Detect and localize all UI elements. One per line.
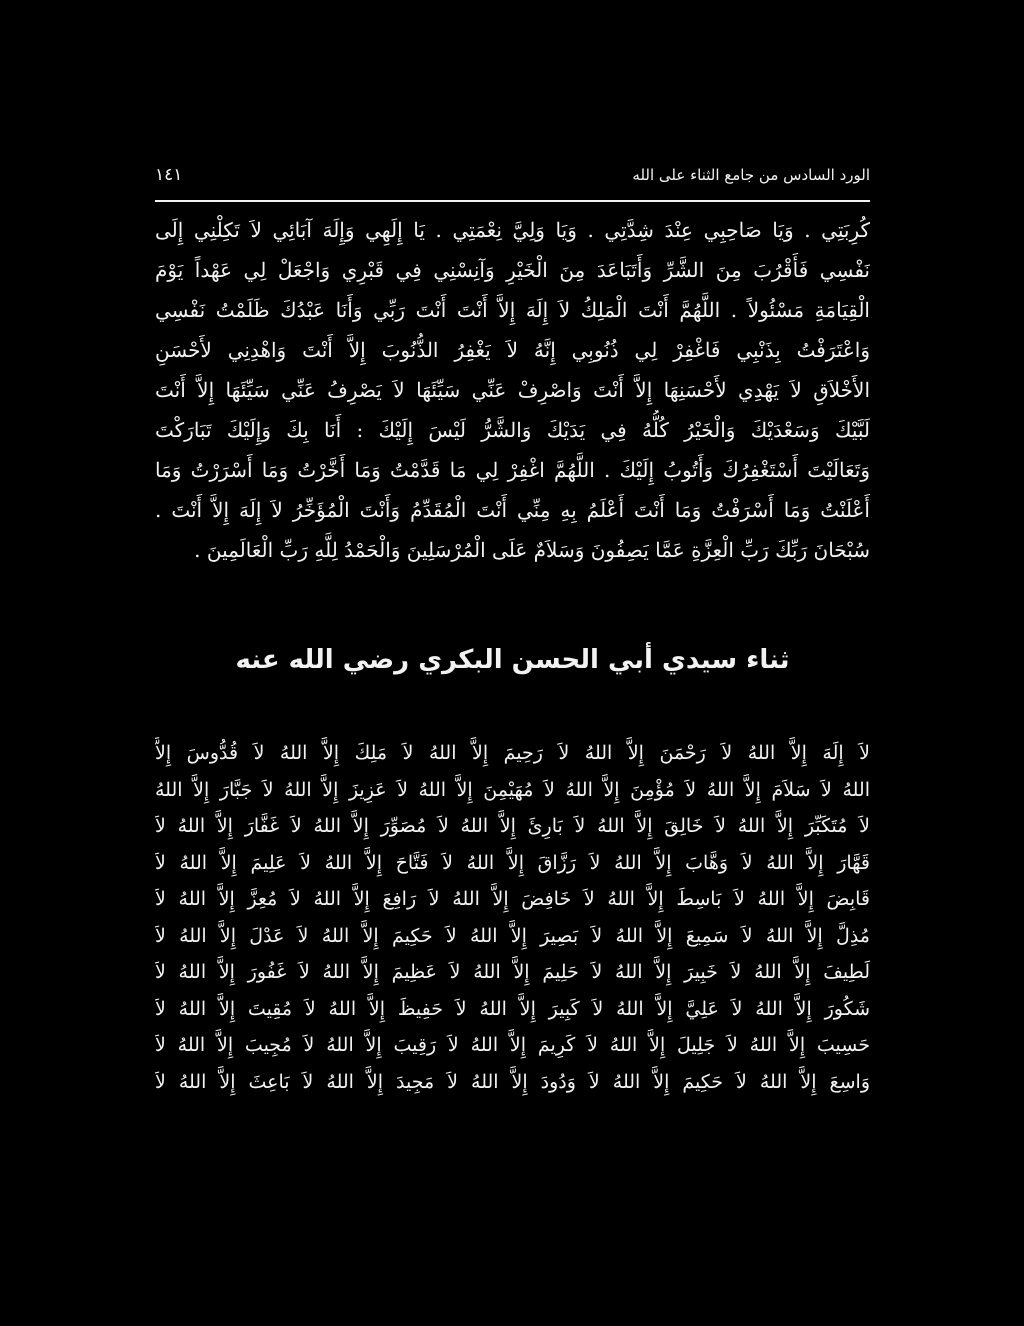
text-line: لَبَّيْكَ وَسَعْدَيْكَ وَالْخَيْرُ كُلُّهُ فِي يَدَيْكَ وَالشَّرُّ لَيْسَ إِلَيْكَ : أَنَا بِكَ وَإِلَيْكَ تَبَارَكْتَ <box>155 418 870 442</box>
text-line: وَاعْتَرَفْتُ بِذَنْبِي فَاغْفِرْ لِي ذُنُوبِي إِنَّهُ لاَ يَغْفِرُ الذُّنُوبَ إِلاَّ أَنْتَ وَاهْدِنِي لأَحْسَنِ <box>155 338 870 362</box>
litany-line: شَكُورَ إِلاَّ اللهُ لاَ عَلِيَّ إِلاَّ اللهُ لاَ كَبِيرَ إِلاَّ اللهُ لاَ حَفِيظَ إِلاَّ اللهُ لاَ مُقِيتَ إِلاَّ اللهُ لاَ <box>155 997 870 1020</box>
litany-line: قَهَّارَ إِلاَّ اللهُ لاَ وَهَّابَ إِلاَّ اللهُ لاَ رَزَّاقَ إِلاَّ اللهُ لاَ فَتَّاحَ إِلاَّ اللهُ لاَ عَلِيمَ إِلاَّ اللهُ لاَ <box>155 851 870 874</box>
text-line: وَتَعَالَيْتَ أَسْتَغْفِرُكَ وَأَتُوبُ إِلَيْكَ . اللَّهُمَّ اغْفِرْ لِي مَا قَدَّمْتُ وَمَا أَخَّرْتُ وَمَا أَسْرَرْتُ وَمَا <box>155 458 870 482</box>
text-line: نَفْسِي فَأَقْرُبَ مِنَ الشَّرِّ وَأَتَبَاعَدَ مِنَ الْخَيْرِ وَآنِسْنِي فِي قَبْرِي وَاجْعَلْ لِي عَهْداً يَوْمَ <box>155 258 870 282</box>
litany-line: لاَ مُتَكَبِّرَ إِلاَّ اللهُ لاَ خَالِقَ إِلاَّ اللهُ لاَ بَارِئَ إِلاَّ اللهُ لاَ مُصَوِّرَ إِلاَّ اللهُ لاَ غَفَّارَ إِلاَّ اللهُ لاَ <box>155 815 870 837</box>
page-number: ١٤١ <box>155 165 183 185</box>
book-page <box>155 150 870 1180</box>
section-heading: ثناء سيدي أبي الحسن البكري رضي الله عنه <box>235 645 790 675</box>
litany-line: قَابِضَ إِلاَّ اللهُ لاَ بَاسِطَ إِلاَّ اللهُ لاَ خَافِضَ إِلاَّ اللهُ لاَ رَافِعَ إِلاَّ اللهُ لاَ مُعِزَّ إِلاَّ اللهُ لاَ <box>155 888 870 910</box>
litany-line: حَسِيبَ إِلاَّ اللهُ لاَ جَلِيلَ إِلاَّ اللهُ لاَ كَرِيمَ إِلاَّ اللهُ لاَ رَقِيبَ إِلاَّ اللهُ لاَ مُجِيبَ إِلاَّ اللهُ لاَ <box>155 1034 870 1056</box>
litany-line: مُذِلَّ إِلاَّ اللهُ لاَ سَمِيعَ إِلاَّ اللهُ لاَ بَصِيرَ إِلاَّ اللهُ لاَ حَكِيمَ إِلاَّ اللهُ لاَ عَدْلَ إِلاَّ اللهُ لاَ <box>155 924 870 947</box>
text-line: كُرِبَتِي . وَيَا صَاحِبِي عِنْدَ شِدَّتِي . وَيَا وَلِيَّ نِعْمَتِي . يَا إِلَهِي وَإِلَهَ آبَائِي لاَ تَكِلْنِي إِلَى <box>155 218 870 242</box>
text-line: الأَخْلاَقِ لاَ يَهْدِي لأَحْسَنِهَا إِلاَّ أَنْتَ وَاصْرِفْ عَنِّي سَيِّئَهَا لاَ يَصْرِفُ عَنِّي سَيِّئَهَا إِلاَّ أَنْتَ <box>155 378 870 402</box>
litany-line: لاَ إِلَهَ إِلاَّ اللهُ لاَ رَحْمَنَ إِلاَّ اللهُ لاَ رَحِيمَ إِلاَّ اللهُ لاَ مَلِكَ إِلاَّ اللهُ لاَ قُدُّوسَ إِلاَّ <box>155 742 870 764</box>
supplication-paragraph <box>155 210 870 570</box>
running-header <box>155 160 870 190</box>
litany-line: اللهُ لاَ سَلاَمَ إِلاَّ اللهُ لاَ مُؤْمِنَ إِلاَّ اللهُ لاَ مُهَيْمِنَ إِلاَّ اللهُ لاَ عَزِيزَ إِلاَّ اللهُ لاَ جَبَّارَ إِلاَّ اللهُ <box>155 778 870 801</box>
text-line: أَعْلَنْتُ وَمَا أَسْرَفْتُ وَمَا أَنْتَ أَعْلَمُ بِهِ مِنِّي أَنْتَ الْمُقَدِّمُ وَأَنْتَ الْمُؤَخِّرُ لاَ إِلَهَ إِلاَّ أَنْتَ . <box>155 498 870 522</box>
text-line: الْقِيَامَةِ مَسْئُولاً . اللَّهُمَّ أَنْتَ الْمَلِكُ لاَ إِلَهَ إِلاَّ أَنْتَ أَنْتَ رَبِّي وَأَنَا عَبْدُكَ ظَلَمْتُ نَفْسِي <box>155 298 870 322</box>
running-title: الورد السادس من جامع الثناء على الله <box>632 166 870 184</box>
litany-line: وَاسِعَ إِلاَّ اللهُ لاَ حَكِيمَ إِلاَّ اللهُ لاَ وَدُودَ إِلاَّ اللهُ لاَ مَجِيدَ إِلاَّ اللهُ لاَ بَاعِثَ إِلاَّ اللهُ لاَ <box>155 1070 870 1093</box>
litany-line: لَطِيفَ إِلاَّ اللهُ لاَ خَبِيرَ إِلاَّ اللهُ لاَ حَلِيمَ إِلاَّ اللهُ لاَ عَظِيمَ إِلاَّ اللهُ لاَ غَفُورَ إِلاَّ اللهُ لاَ <box>155 961 870 983</box>
litany-paragraph <box>155 735 870 1100</box>
header-rule <box>155 200 870 202</box>
text-line: سُبْحَانَ رَبِّكَ رَبِّ الْعِزَّةِ عَمَّا يَصِفُونَ وَسَلاَمٌ عَلَى الْمُرْسَلِينَ وَالْحَمْدُ لِلَّهِ رَبِّ الْعَالَمِينَ . <box>194 538 870 562</box>
